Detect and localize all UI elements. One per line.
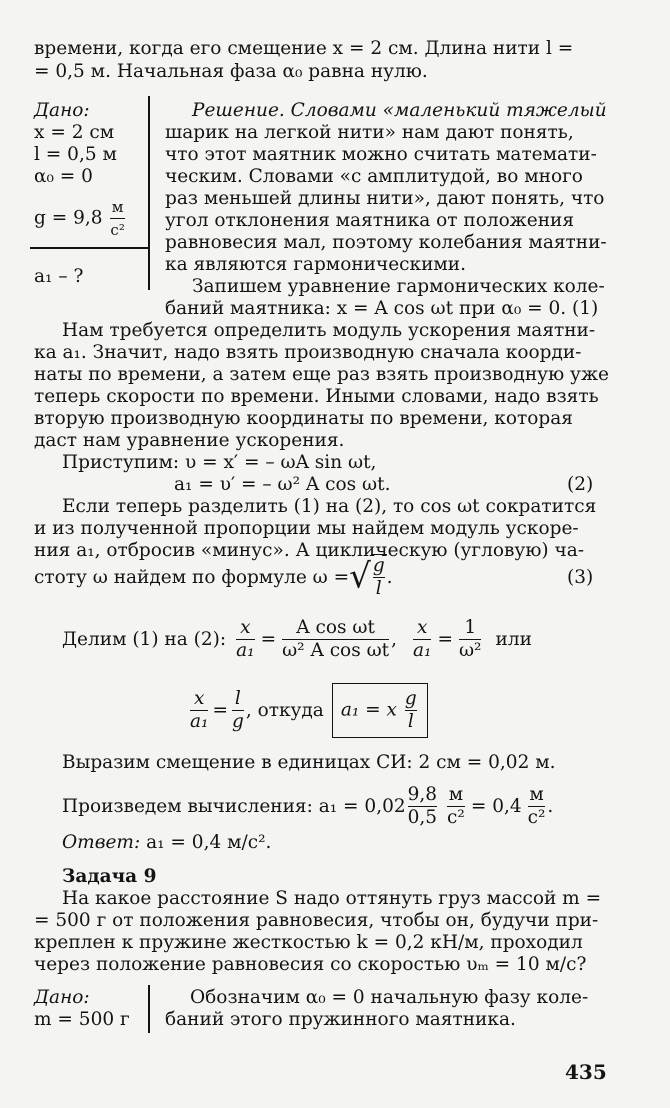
given-divider (30, 247, 148, 249)
given-find: a₁ – ? (34, 266, 84, 287)
intro-line-2: = 0,5 м. Начальная фаза α₀ равна нулю. (34, 61, 428, 82)
fraction-num: x (417, 616, 428, 638)
task-line: = 500 г от положения равновесия, чтобы он, будучи при- (34, 910, 599, 931)
equation-3-tail: . (386, 566, 393, 588)
body-line: Нам требуется определить модуль ускорения маятни- (62, 320, 596, 341)
fraction-den: l (405, 710, 417, 733)
fraction (447, 784, 465, 829)
fraction-den: c² (447, 806, 465, 828)
fraction-num: x (240, 616, 251, 638)
body-line: вторую производную координаты по времени, которая (34, 408, 573, 429)
fraction-den: g (231, 710, 244, 732)
fraction (232, 688, 244, 733)
given-alpha: α₀ = 0 (34, 166, 93, 187)
fraction-den: c² (527, 806, 546, 828)
equation-2: a₁ = υ′ = – ω² A cos ωt. (174, 474, 391, 495)
fraction (405, 688, 417, 733)
divide-line: Делим (1) на (2): $\frac{x}{\text{a₁}}$ = $\frac{\text{A cos ωt}}{\text{ω² A cos ωt}}$ , $\frac{x}{\text{a₁}}$ = $\frac{1}{\text{ω²}}$ или (62, 616, 532, 661)
equation-velocity: Приступим: υ = x′ = – ωA sin ωt, (62, 452, 377, 473)
fraction-den: a₁ (190, 710, 209, 732)
body-line: наты по времени, а затем еще раз взять производную уже (34, 364, 609, 385)
solution-line: баний этого пружинного маятника. (165, 1009, 516, 1030)
calc-prefix: Произведем вычисления: a₁ = 0,02 (62, 795, 406, 817)
divide-comma: , (391, 628, 397, 650)
result-whence: , откуда (245, 699, 324, 721)
sqrt-num: g (372, 555, 385, 576)
fraction-den: ω² (458, 639, 482, 661)
solution-line-text: Решение. Словами «маленький тяжелый (192, 100, 607, 121)
solution-line (192, 100, 607, 121)
equation-3-prefix: стоту ω найдем по формуле ω = (34, 566, 350, 588)
fraction-num: g (404, 687, 417, 709)
body-line: даст нам уравнение ускорения. (34, 430, 345, 451)
body-line: Если теперь разделить (1) на (2), то cos ωt сократится (62, 496, 597, 517)
task-line: через положение равновесия со скоростью υₘ = 10 м/с? (34, 954, 587, 975)
fraction-den: a₁ (236, 639, 255, 661)
result-box (332, 683, 428, 738)
solution-line: угол отклонения маятника от положения (165, 210, 575, 231)
fraction (408, 784, 437, 829)
solution-line: баний маятника: x = A cos ωt при α₀ = 0. (1) (165, 298, 599, 319)
fraction-num: м (448, 783, 464, 805)
solution-line: шарик на легкой нити» нам дают понять, (165, 122, 574, 143)
page-number: 435 (565, 1060, 607, 1084)
fraction (236, 617, 254, 662)
answer-label: Ответ: (62, 832, 141, 853)
solution-line: ка являются гармоническими. (165, 254, 467, 275)
equation-3-number: (3) (567, 567, 594, 588)
given-title: Дано: (34, 100, 90, 121)
fraction-num: x (194, 687, 205, 709)
equation-3 (34, 552, 393, 602)
si-conversion: Выразим смещение в единицах СИ: 2 см = 0,02 м. (62, 752, 556, 773)
given-g-units (110, 196, 124, 241)
task-line: креплен к пружине жесткостью k = 0,2 кН/м, проходил (34, 932, 583, 953)
fraction-num: A cos ωt (296, 616, 375, 638)
body-line: и из полученной пропорции мы найдем модуль ускоре- (34, 518, 579, 539)
fraction-den: 0,5 (407, 806, 438, 828)
solution-line: Обозначим α₀ = 0 начальную фазу коле- (190, 987, 589, 1008)
calc-mid: = 0,4 (470, 795, 522, 817)
sqrt-symbol: √ $\frac{g}{l}$ (349, 555, 385, 599)
given-l: l = 0,5 м (34, 144, 117, 165)
result-box-prefix: a₁ = x (340, 699, 397, 720)
answer-text: a₁ = 0,4 м/с². (146, 832, 272, 853)
solution-line: что этот маятник можно считать математи- (165, 144, 597, 165)
given-g-value: g = 9,8 (34, 207, 103, 229)
given-vertical-rule-2 (148, 985, 150, 1033)
given-vertical-rule (148, 96, 150, 290)
sqrt-den: l (373, 577, 385, 600)
fraction-num: 1 (464, 616, 477, 638)
fraction (528, 784, 546, 829)
solution-line: Запишем уравнение гармонических коле- (192, 276, 605, 297)
given-x: x = 2 см (34, 122, 115, 143)
result-line: $\frac{x}{\text{a₁}}$ = $\frac{l}{g}$ , откуда a₁ = x $\frac{g}{l}$ (188, 680, 428, 740)
calc-tail: . (547, 795, 554, 817)
fraction-den: a₁ (413, 639, 432, 661)
body-line: ка a₁. Значит, надо взять производную сначала коорди- (34, 342, 582, 363)
given-g (34, 196, 127, 241)
intro-line-1: времени, когда его смещение x = 2 см. Длина нити l = (34, 38, 574, 59)
fraction (190, 688, 208, 733)
fraction (282, 617, 389, 662)
fraction-den: ω² A cos ωt (282, 639, 390, 661)
body-line: ния a₁, отбросив «минус». А циклическую (угловую) ча- (34, 540, 585, 561)
divide-or: или (495, 628, 532, 650)
given-g-num: м (111, 198, 124, 216)
equation-2-number: (2) (567, 474, 594, 495)
task-title: Задача 9 (62, 866, 157, 887)
fraction (413, 617, 431, 662)
task-line: На какое расстояние S надо оттянуть груз массой m = (62, 888, 602, 909)
solution-line: раз меньшей длины нити», дают понять, что (165, 188, 605, 209)
fraction-num: l (234, 687, 241, 709)
solution-line: равновесия мал, поэтому колебания маятни- (165, 232, 607, 253)
solution-line: ческим. Словами «с амплитудой, во много (165, 166, 583, 187)
body-line: теперь скорости по времени. Иными словами, надо взять (34, 386, 599, 407)
given-g-den: c² (110, 218, 124, 241)
divide-prefix: Делим (1) на (2): (62, 628, 227, 650)
calculation-line (62, 778, 553, 834)
given-title-2: Дано: (34, 987, 90, 1008)
fraction-num: 9,8 (407, 783, 438, 805)
answer (62, 832, 271, 853)
given-mass: m = 500 г (34, 1009, 130, 1030)
fraction (459, 617, 482, 662)
fraction-num: м (529, 783, 544, 805)
